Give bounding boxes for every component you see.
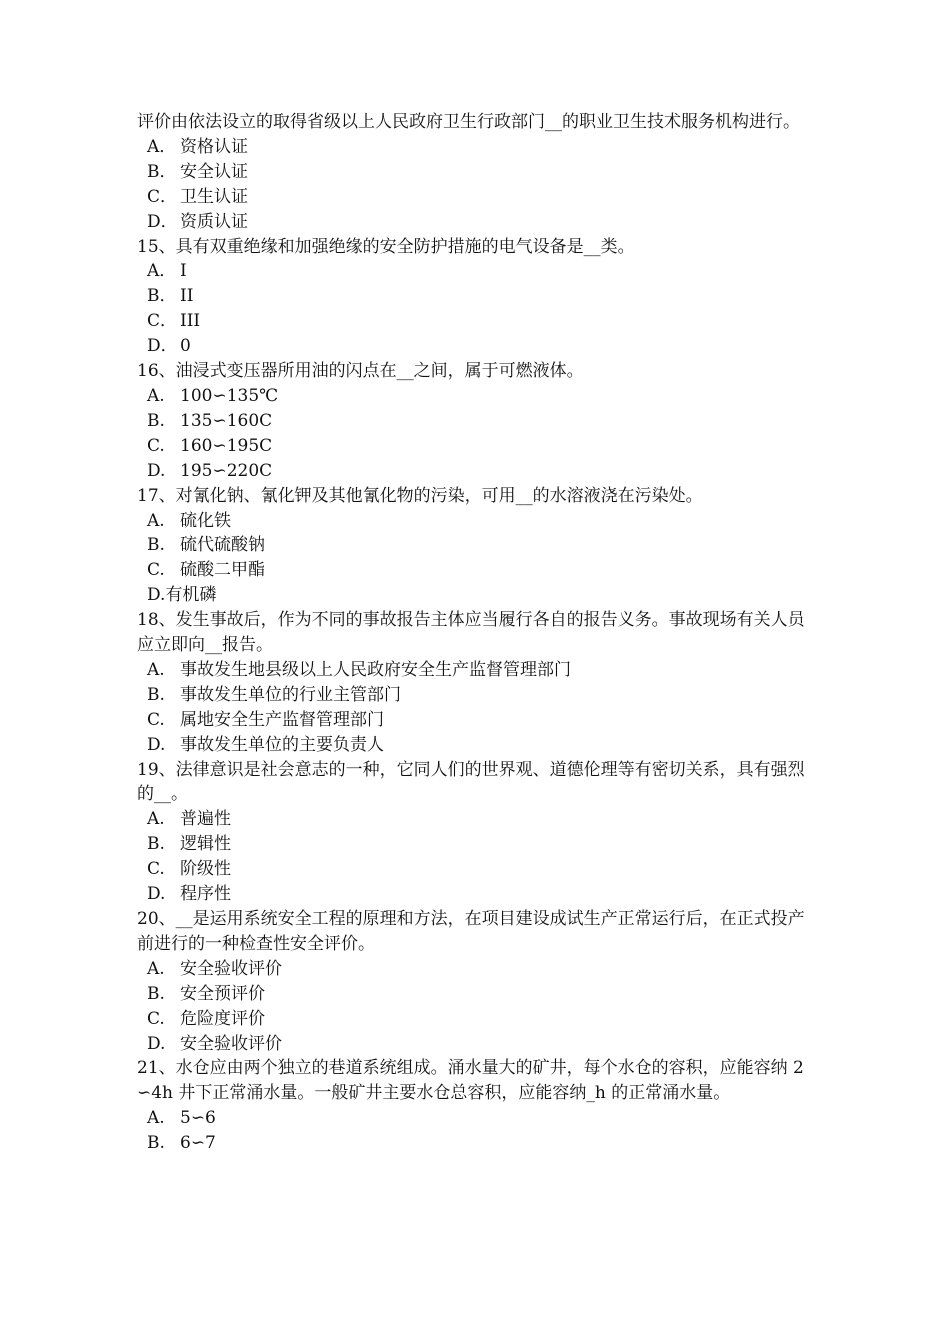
option-a <box>137 384 817 409</box>
option-c <box>137 434 817 459</box>
option-a <box>137 259 817 284</box>
option-a <box>137 135 817 160</box>
option-key: A. <box>147 385 165 406</box>
question-block <box>137 484 817 609</box>
option-key: D． <box>147 211 178 232</box>
option-text: 有机磷 <box>165 585 217 606</box>
option-key: C. <box>147 435 165 456</box>
option-text: 事故发生地县级以上人民政府安全生产监督管理部门 <box>180 659 571 680</box>
option-key: A. <box>147 1108 165 1129</box>
question-text: 20、__是运用系统安全工程的原理和方法，在项目建设成试生产正常运行后，在正式投产前进行的一种检查性安全评价。 <box>137 909 805 954</box>
option-key: B. <box>147 983 165 1004</box>
question-text: 15、具有双重绝缘和加强绝缘的安全防护措施的电气设备是__类。 <box>137 236 635 257</box>
option-b <box>137 982 817 1007</box>
option-c <box>137 309 817 334</box>
option-key: C. <box>147 859 165 880</box>
option-key: B. <box>147 684 165 705</box>
question-block <box>137 758 817 907</box>
option-b <box>137 160 817 185</box>
option-d <box>137 1032 817 1057</box>
option-b <box>137 832 817 857</box>
option-text: 160∽195C <box>180 435 273 456</box>
option-a <box>137 509 817 534</box>
option-text: 资格认证 <box>180 136 248 157</box>
option-key: A． <box>147 136 177 157</box>
option-text: 安全验收评价 <box>180 958 282 979</box>
question-block <box>137 608 817 757</box>
option-d <box>137 459 817 484</box>
question-text: 16、油浸式变压器所用油的闪点在__之间，属于可燃液体。 <box>137 361 584 382</box>
document-page <box>137 110 817 1156</box>
option-key: D. <box>147 460 166 481</box>
option-key: D. <box>147 1033 166 1054</box>
option-text: 卫生认证 <box>180 186 248 207</box>
option-b <box>137 1131 817 1156</box>
option-a <box>137 658 817 683</box>
question-text: 19、法律意识是社会意志的一种，它同人们的世界观、道德伦理等有密切关系，具有强烈的__。 <box>137 759 805 805</box>
option-text: 事故发生单位的主要负责人 <box>180 734 384 755</box>
option-text: 6∽7 <box>180 1133 216 1154</box>
question-block <box>137 907 817 1056</box>
option-b <box>137 284 817 309</box>
option-key: D． <box>147 336 178 357</box>
question-block <box>137 110 817 235</box>
option-text: 资质认证 <box>180 211 248 232</box>
option-d <box>137 210 817 235</box>
option-text: 硫化铁 <box>180 510 231 531</box>
option-a <box>137 807 817 832</box>
option-text: 100∽135℃ <box>180 385 279 406</box>
option-a <box>137 1106 817 1131</box>
option-c <box>137 185 817 210</box>
option-key: C． <box>147 186 178 207</box>
option-key: C. <box>147 560 165 581</box>
option-text: 0 <box>180 336 191 357</box>
option-text: ⅠⅠⅠ <box>180 311 201 332</box>
option-key: C. <box>147 1008 165 1029</box>
option-text: 危险度评价 <box>180 1008 265 1029</box>
option-text: 安全预评价 <box>180 983 265 1004</box>
option-text: 安全验收评价 <box>180 1033 282 1054</box>
question-block <box>137 235 817 360</box>
option-key: A. <box>147 510 165 531</box>
question-text: 21、水仓应由两个独立的巷道系统组成。涌水量大的矿井，每个水仓的容积，应能容纳 2∽4h 井下正常涌水量。一般矿井主要水仓总容积，应能容纳_h 的正常涌水量。 <box>137 1058 804 1104</box>
option-text: 硫代硫酸钠 <box>180 535 265 556</box>
option-text: 安全认证 <box>180 161 248 182</box>
option-key: D. <box>147 884 166 905</box>
option-text: 195∽220C <box>180 460 273 481</box>
option-b <box>137 409 817 434</box>
question-text: 评价由依法设立的取得省级以上人民政府卫生行政部门__的职业卫生技术服务机构进行。 <box>137 112 800 132</box>
option-d <box>137 583 817 608</box>
option-c <box>137 708 817 733</box>
option-key: B． <box>147 286 177 307</box>
option-key: C. <box>147 709 165 730</box>
option-a <box>137 957 817 982</box>
option-key: C． <box>147 311 178 332</box>
option-key: B. <box>147 1133 165 1154</box>
question-block <box>137 1056 817 1156</box>
option-key: A. <box>147 659 165 680</box>
option-text: 逻辑性 <box>180 834 231 855</box>
option-key: A． <box>147 261 177 282</box>
option-c <box>137 1007 817 1032</box>
option-key: B. <box>147 410 165 431</box>
option-b <box>137 683 817 708</box>
question-text: 18、发生事故后，作为不同的事故报告主体应当履行各自的报告义务。事故现场有关人员应立即向__报告。 <box>137 610 805 656</box>
question-text: 17、对氰化钠、氰化钾及其他氰化物的污染，可用__的水溶液浇在污染处。 <box>137 485 703 506</box>
option-text: 属地安全生产监督管理部门 <box>180 709 384 730</box>
option-key: D. <box>147 585 166 606</box>
option-text: 普遍性 <box>180 809 231 830</box>
question-block <box>137 359 817 484</box>
option-text: Ⅰ <box>180 261 187 282</box>
option-text: 硫酸二甲酯 <box>180 560 265 581</box>
option-key: A. <box>147 809 165 830</box>
option-text: 程序性 <box>180 884 231 905</box>
option-text: ⅠⅠ <box>180 286 194 307</box>
option-b <box>137 533 817 558</box>
option-c <box>137 857 817 882</box>
option-key: B. <box>147 834 165 855</box>
option-text: 事故发生单位的行业主管部门 <box>180 684 401 705</box>
option-key: A. <box>147 958 165 979</box>
option-text: 阶级性 <box>180 859 231 880</box>
option-key: B． <box>147 161 177 182</box>
option-d <box>137 733 817 758</box>
option-d <box>137 334 817 359</box>
option-key: D. <box>147 734 166 755</box>
option-text: 5∽6 <box>180 1108 216 1129</box>
option-text: 135∽160C <box>180 410 273 431</box>
option-c <box>137 558 817 583</box>
option-key: B. <box>147 535 165 556</box>
option-d <box>137 882 817 907</box>
